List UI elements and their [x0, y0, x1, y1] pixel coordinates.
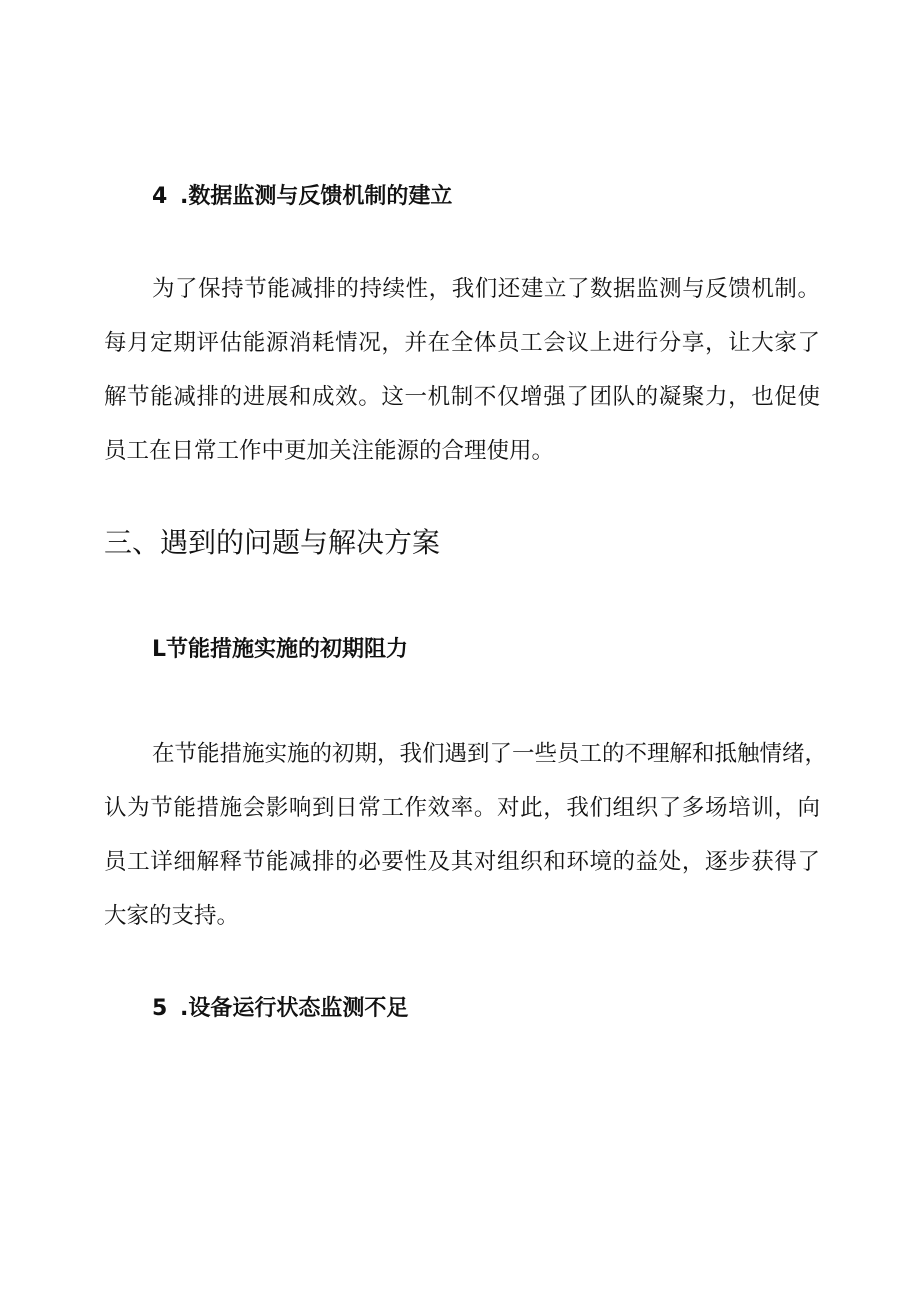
chapter-3-title: 三、遇到的问题与解决方案 — [104, 526, 441, 559]
chapter-3-heading — [104, 525, 820, 561]
paragraph-line: 为了保持节能减排的持续性，我们还建立了数据监测与反馈机制。 — [152, 276, 820, 302]
item-1-heading — [104, 635, 868, 665]
paragraph-line: 员工在日常工作中更加关注能源的合理使用。 — [104, 438, 555, 464]
paragraph-line: 每月定期评估能源消耗情况，并在全体员工会议上进行分享，让大家了 — [104, 330, 820, 356]
section-4-heading — [104, 182, 820, 212]
paragraph-line: 员工详细解释节能减排的必要性及其对组织和环境的益处，逐步获得了 — [104, 849, 820, 875]
section-4-paragraph — [104, 262, 820, 478]
paragraph-line: 解节能减排的进展和成效。这一机制不仅增强了团队的凝聚力，也促使 — [104, 384, 820, 410]
paragraph-line: 大家的支持。 — [104, 903, 240, 929]
section-5-title: .设备运行状态监测不足 — [180, 996, 409, 1021]
item-1-title: 节能措施实施的初期阻力 — [166, 637, 409, 662]
section-4-title: .数据监测与反馈机制的建立 — [180, 184, 453, 209]
section-4-number: 4 — [152, 184, 168, 209]
item-1-paragraph — [104, 727, 828, 943]
paragraph-line: 认为节能措施会影响到日常工作效率。对此，我们组织了多场培训，向 — [104, 795, 820, 821]
section-5-number: 5 — [152, 996, 168, 1021]
item-1-number: L — [152, 637, 167, 662]
paragraph-line: 在节能措施实施的初期，我们遇到了一些员工的不理解和抵触情绪， — [152, 741, 828, 767]
section-5-heading — [104, 994, 820, 1024]
